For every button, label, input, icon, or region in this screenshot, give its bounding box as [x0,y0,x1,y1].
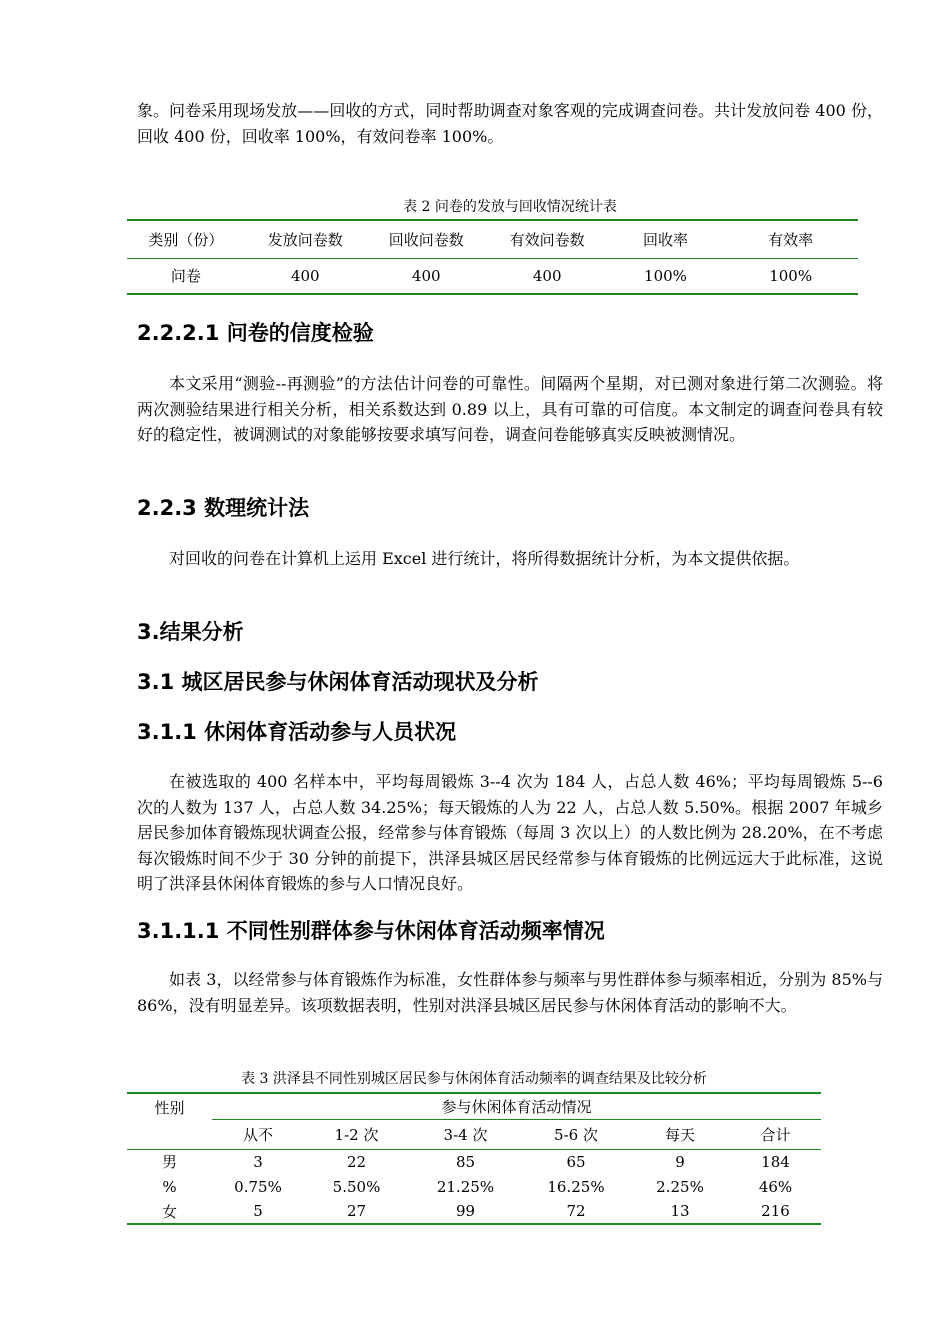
table3-cell: 21.25% [436,1177,495,1196]
table3-header: 1-2 次 [334,1125,379,1144]
table2-header: 类别（份） [148,230,224,249]
table3-header: 每天 [664,1125,695,1144]
table3-cell: 0.75% [234,1177,282,1196]
table3-cell: 3 [253,1152,263,1171]
table3-cell: 72 [566,1202,586,1220]
section-223-heading: 2.2.3 数理统计法 [137,496,310,520]
section-3111-heading: 3.1.1.1 不同性别群体参与休闲体育活动频率情况 [137,919,605,943]
table3-cell: 216 [761,1202,790,1220]
table3-header: 从不 [242,1125,273,1144]
table-row [127,1149,821,1174]
table3-group-row [127,1093,821,1119]
table3-cell: 27 [346,1202,367,1220]
table3-cell: 184 [761,1152,790,1171]
table2-cell: 400 [532,266,562,285]
table3-cell: 46% [758,1177,793,1196]
table3-cell: 5.50% [332,1177,381,1196]
section-3111-paragraph: 如表 3，以经常参与体育锻炼作为标准，女性群体参与频率与男性群体参与频率相近，分别为 85%与 86%，没有明显差异。该项数据表明，性别对洪泽县城区居民参与休闲体育活动的影响不大。 [137,970,883,1015]
table2-header: 回收率 [642,230,688,249]
table-row [127,258,858,294]
table3-cell: 男 [161,1153,177,1172]
table2-header: 回收问卷数 [388,230,464,249]
table2-cell: 400 [290,266,320,285]
table3-cell: 女 [161,1202,177,1221]
table2-cell: 问卷 [170,267,201,286]
section-223-paragraph: 对回收的问卷在计算机上运用 Excel 进行统计，将所得数据统计分析，为本文提供依据。 [169,549,800,568]
table3-cell: 9 [675,1152,685,1171]
table3-header-row [127,1119,821,1149]
table2-header: 发放问卷数 [267,230,343,249]
table3-cell: 5 [253,1202,263,1220]
table2-cell: 100% [644,266,687,285]
table3-cell: 22 [346,1152,367,1171]
table3-cell: 99 [455,1202,476,1220]
table3-cell: 65 [566,1152,586,1171]
section-311-paragraph: 在被选取的 400 名样本中，平均每周锻炼 3--4 次为 184 人，占总人数 46%；平均每周锻炼 5--6 次的人数为 137 人，占总人数 34.25%；每天锻炼的人为 22 人，占总人数 5.50%。根据 2007 年城乡居民参加体育锻炼现状调查公报，经常参与体育锻炼（每周 3 次以上）的人数比例为 28.20%，在不考虑每次锻炼时间不少于 30 分钟的前提下，洪泽县城区居民经常参与体育锻炼的比例远远大于此标准，这说明了洪泽县休闲体育锻炼的参与人口情况良好。 [137,772,883,893]
section-2221-paragraph: 本文采用“测验--再测验”的方法估计问卷的可靠性。间隔两个星期，对已测对象进行第二次测验。将两次测验结果进行相关分析，相关系数达到 0.89 以上，具有可靠的可信度。本文制定的调查问卷具有较好的稳定性，被调测试的对象能够按要求填写问卷，调查问卷能够真实反映被测情况。 [137,374,883,444]
section-31-heading: 3.1 城区居民参与休闲体育活动现状及分析 [137,670,539,694]
section-3-heading: 3.结果分析 [137,620,244,644]
section-2221-heading: 2.2.2.1 问卷的信度检验 [137,321,374,345]
table3-caption: 表 3 洪泽县不同性别城区居民参与休闲体育活动频率的调查结果及比较分析 [241,1071,707,1087]
table2-header-row [127,220,858,258]
table3-cell: % [162,1177,177,1196]
intro-paragraph: 象。问卷采用现场发放——回收的方式，同时帮助调查对象客观的完成调查问卷。共计发放问卷 400 份，回收 400 份，回收率 100%，有效问卷率 100%。 [137,101,883,146]
table3-cell: 13 [670,1202,690,1220]
table2 [127,219,858,295]
section-311-heading: 3.1.1 休闲体育活动参与人员状况 [137,720,457,744]
table2-header: 有效率 [768,230,814,249]
table3-header: 5-6 次 [554,1125,598,1144]
table3-cell: 16.25% [547,1177,605,1196]
table3-header: 3-4 次 [443,1125,488,1144]
table-row [127,1199,821,1224]
table-row [127,1174,821,1199]
table3-cell: 2.25% [656,1177,704,1196]
table3 [127,1092,821,1225]
table3-header: 合计 [760,1125,791,1144]
table3-cell: 85 [455,1152,476,1171]
table3-row-header: 性别 [154,1099,185,1117]
table2-header: 有效问卷数 [509,230,585,249]
table2-caption: 表 2 问卷的发放与回收情况统计表 [403,199,617,215]
table3-col-group: 参与休闲体育活动情况 [212,1093,821,1119]
table2-cell: 400 [411,266,441,285]
table2-cell: 100% [769,266,813,285]
